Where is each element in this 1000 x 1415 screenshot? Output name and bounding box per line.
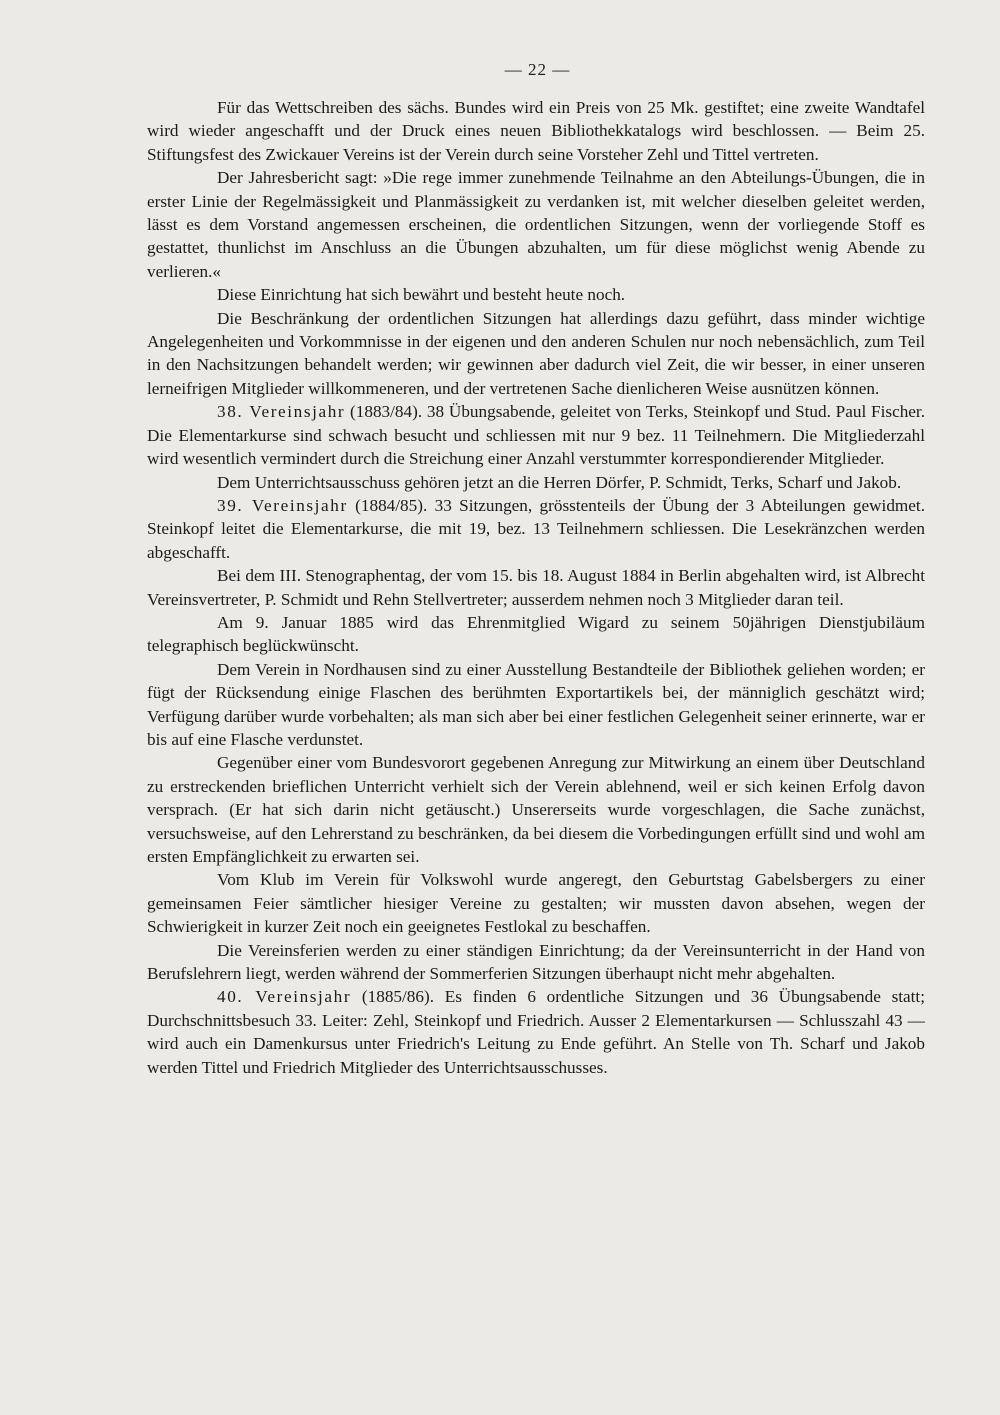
paragraph bbox=[147, 751, 925, 868]
paragraph-text: Dem Verein in Nordhausen sind zu einer Ausstellung Bestandteile der Bibliothek geliehen worden; er fügt der Rücksendung einige Flaschen des berühmten Exportartikels bei, der männiglich geschätzt wird; Verfügung darüber wurde vorbehalten; als man sich aber bei einer festlichen Gelegenheit seiner erinnerte, war er bis auf eine Flasche verdunstet. bbox=[147, 659, 925, 749]
paragraph-text: Für das Wettschreiben des sächs. Bundes wird ein Preis von 25 Mk. gestiftet; eine zweite Wandtafel wird wieder angeschafft und der Druck eines neuen Bibliothekkatalogs wird beschlossen. — Beim 25. Stiftungsfest des Zwickauer Vereins ist der Verein durch seine Vorsteher Zehl und Tittel vertreten. bbox=[147, 98, 925, 164]
paragraph bbox=[147, 283, 925, 306]
paragraph-text: (1883/84). 38 Übungsabende, geleitet von Terks, Steinkopf und Stud. Paul Fischer. Die Elementarkurse sind schwach besucht und schliessen mit nur 9 bez. 11 Teilnehmern. Die Mitgliederzahl wird wesentlich vermindert durch die Streichung einer Anzahl verstummter korrespondierender Mitglieder. bbox=[147, 402, 925, 469]
section-heading: 38. Vereinsjahr bbox=[217, 402, 346, 422]
paragraph bbox=[147, 400, 925, 470]
section-heading: 39. Vereinsjahr bbox=[217, 495, 348, 515]
paragraph bbox=[147, 658, 925, 752]
paragraph-text: Der Jahresbericht sagt: »Die rege immer zunehmende Teilnahme an den Abteilungs-Übungen, die in erster Linie der Regelmässigkeit und Planmässigkeit zu verdanken ist, mit welcher dieselben geleitet werden, lässt es dem Vorstand angemessen erscheinen, die ordentlichen Sitzungen, wenn der vorliegende Stoff es gestattet, thunlichst im Anschluss an die Übungen abzuhalten, um für diese möglichst wenig Abende zu verlieren.« bbox=[147, 168, 925, 281]
paragraph-text: Die Beschränkung der ordentlichen Sitzungen hat allerdings dazu geführt, dass minder wichtige Angelegenheiten und Vorkommnisse in der eigenen und den anderen Schulen nur noch nebensächlich, zum Teil in den Nachsitzungen behandelt werden; wir gewinnen aber dadurch viel Zeit, die wir besser, in einer unseren lerneifrigen Mitglieder willkommeneren, und der vertretenen Sache dienlicheren Weise ausnützen können. bbox=[147, 308, 925, 398]
paragraph bbox=[147, 564, 925, 611]
paragraph-text: Bei dem III. Stenographentag, der vom 15. bis 18. August 1884 in Berlin abgehalten wird, ist Albrecht Vereinsvertreter, P. Schmidt und Rehn Stellvertreter; ausserdem nehmen noch 3 Mitglieder daran teil. bbox=[147, 566, 925, 609]
paragraph-text: Am 9. Januar 1885 wird das Ehrenmitglied Wigard zu seinem 50jährigen Dienstjubiläum telegraphisch beglückwünscht. bbox=[147, 612, 925, 656]
paragraph bbox=[147, 96, 925, 166]
paragraph-text: Vom Klub im Verein für Volkswohl wurde angeregt, den Geburtstag Gabelsbergers zu einer gemeinsamen Feier sämtlicher hiesiger Vereine zu gestalten; wir mussten davon absehen, wegen der Schwierigkeit in kurzer Zeit noch ein geeignetes Festlokal zu beschaffen. bbox=[147, 870, 925, 937]
paragraph-text: (1885/86). Es finden 6 ordentliche Sitzungen und 36 Übungsabende statt; Durchschnittsbesuch 33. Leiter: Zehl, Steinkopf und Friedrich. Ausser 2 Elementarkursen — Schlusszahl 43 — wird auch ein Damenkursus unter Friedrich's Leitung zu Ende geführt. An Stelle von Th. Scharf und Jakob werden Tittel und Friedrich Mitglieder des Unterrichtsausschusses. bbox=[147, 987, 925, 1077]
paragraph-text: Gegenüber einer vom Bundesvorort gegebenen Anregung zur Mitwirkung an einem über Deutschland zu erstreckenden brieflichen Unterricht verhielt sich der Verein ablehnend, weil er sich keinen Erfolg davon versprach. (Er hat sich darin nicht getäuscht.) Unsererseits wurde vorgeschlagen, die Sache zunächst, versuchsweise, auf den Lehrerstand zu beschränken, da bei diesem die Vorbedingungen erfüllt sind und wohl am ersten Empfänglichkeit zu erwarten sei. bbox=[147, 753, 925, 866]
paragraph-text: Dem Unterrichtsausschuss gehören jetzt an die Herren Dörfer, P. Schmidt, Terks, Scharf und Jakob. bbox=[217, 472, 902, 492]
paragraph-text: Diese Einrichtung hat sich bewährt und besteht heute noch. bbox=[217, 285, 626, 305]
page-number: — 22 — bbox=[504, 60, 571, 79]
body-text bbox=[147, 96, 925, 1079]
paragraph bbox=[147, 307, 925, 401]
paragraph bbox=[147, 868, 925, 938]
paragraph bbox=[147, 985, 925, 1079]
paragraph bbox=[147, 166, 925, 283]
paragraph bbox=[147, 494, 925, 564]
paragraph bbox=[147, 471, 925, 494]
paragraph-text: Die Vereinsferien werden zu einer ständigen Einrichtung; da der Vereinsunterricht in der Hand von Berufslehrern liegt, werden während der Sommerferien Sitzungen überhaupt nicht mehr abgehalten. bbox=[147, 940, 925, 984]
paragraph-text: (1884/85). 33 Sitzungen, grösstenteils der Übung der 3 Abteilungen gewidmet. Steinkopf leitet die Elementarkurse, die mit 19, bez. 13 Teilnehmern schliessen. Die Lesekränzchen werden abgeschafft. bbox=[147, 495, 925, 562]
section-heading: 40. Vereinsjahr bbox=[217, 987, 352, 1007]
paragraph bbox=[147, 611, 925, 658]
paragraph bbox=[147, 939, 925, 986]
